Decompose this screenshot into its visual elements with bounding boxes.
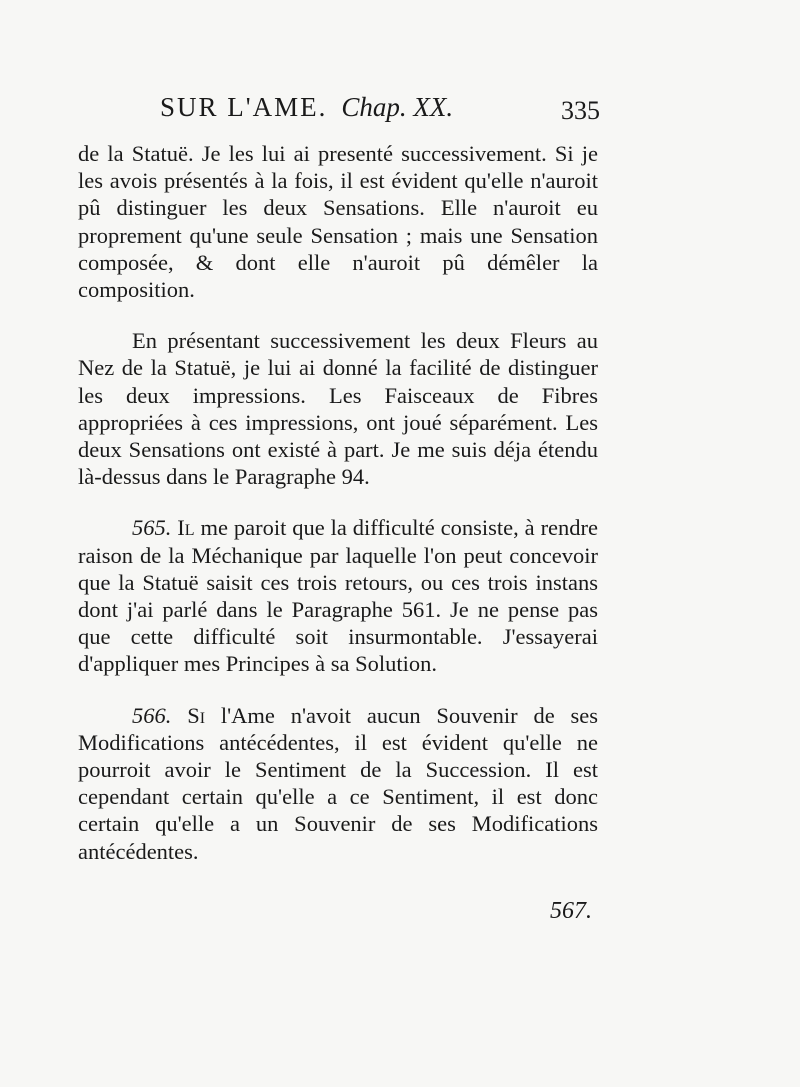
paragraph: En présentant successivement les deux Fleurs au Nez de la Statuë, je lui ai donné la facilité de distinguer les deux impressions. Les Faisceaux de Fibres appropriées à ces impressions, ont joué séparément. Les deux Sensations ont existé à part. Je me suis déja étendu là-dessus dans le Paragraphe 94. (78, 328, 598, 490)
paragraph-number: 566. (132, 702, 172, 728)
chapter-label: Chap. XX. (341, 92, 454, 122)
running-title (160, 92, 453, 123)
paragraph-text: me paroit que la difficulté consiste, à rendre raison de la Méchanique par laquelle l'on peut concevoir que la Statuë saisit ces trois retours, ou ces trois instans dont j'ai parlé dans le Paragraphe 561. Je ne pense pas que cette difficulté soit insurmontable. J'essayerai d'appliquer mes Principes à sa Solution. (78, 515, 599, 677)
paragraph-text: l'Ame n'avoit aucun Souvenir de ses Modifications antécédentes, il est évident qu'elle ne pourroit avoir le Sentiment de la Succession. Il est cependant certain qu'elle a ce Sentiment, il est donc certain qu'elle a un Souvenir de ses Modifications antécédentes. (78, 702, 599, 864)
catchword: 567. (550, 898, 592, 924)
paragraph-lead-word: Il (177, 515, 195, 541)
paragraph-number: 565. (132, 515, 172, 541)
running-title-text: SUR L'AME. (160, 92, 328, 122)
page-header (160, 92, 600, 132)
page-number: 335 (561, 96, 600, 125)
paragraph-continuation: de la Statuë. Je les lui ai presenté successivement. Si je les avois présentés à la fois, il est évident qu'elle n'auroit pû distinguer les deux Sensations. Elle n'auroit eu proprement qu'une seule Sensation ; mais une Sensation composée, & dont elle n'auroit pû démêler la composition. (78, 141, 598, 303)
paragraph-566 (78, 702, 598, 865)
paragraph-lead-word: Si (187, 702, 206, 728)
paragraph-565 (78, 514, 598, 677)
page-body (78, 140, 598, 889)
